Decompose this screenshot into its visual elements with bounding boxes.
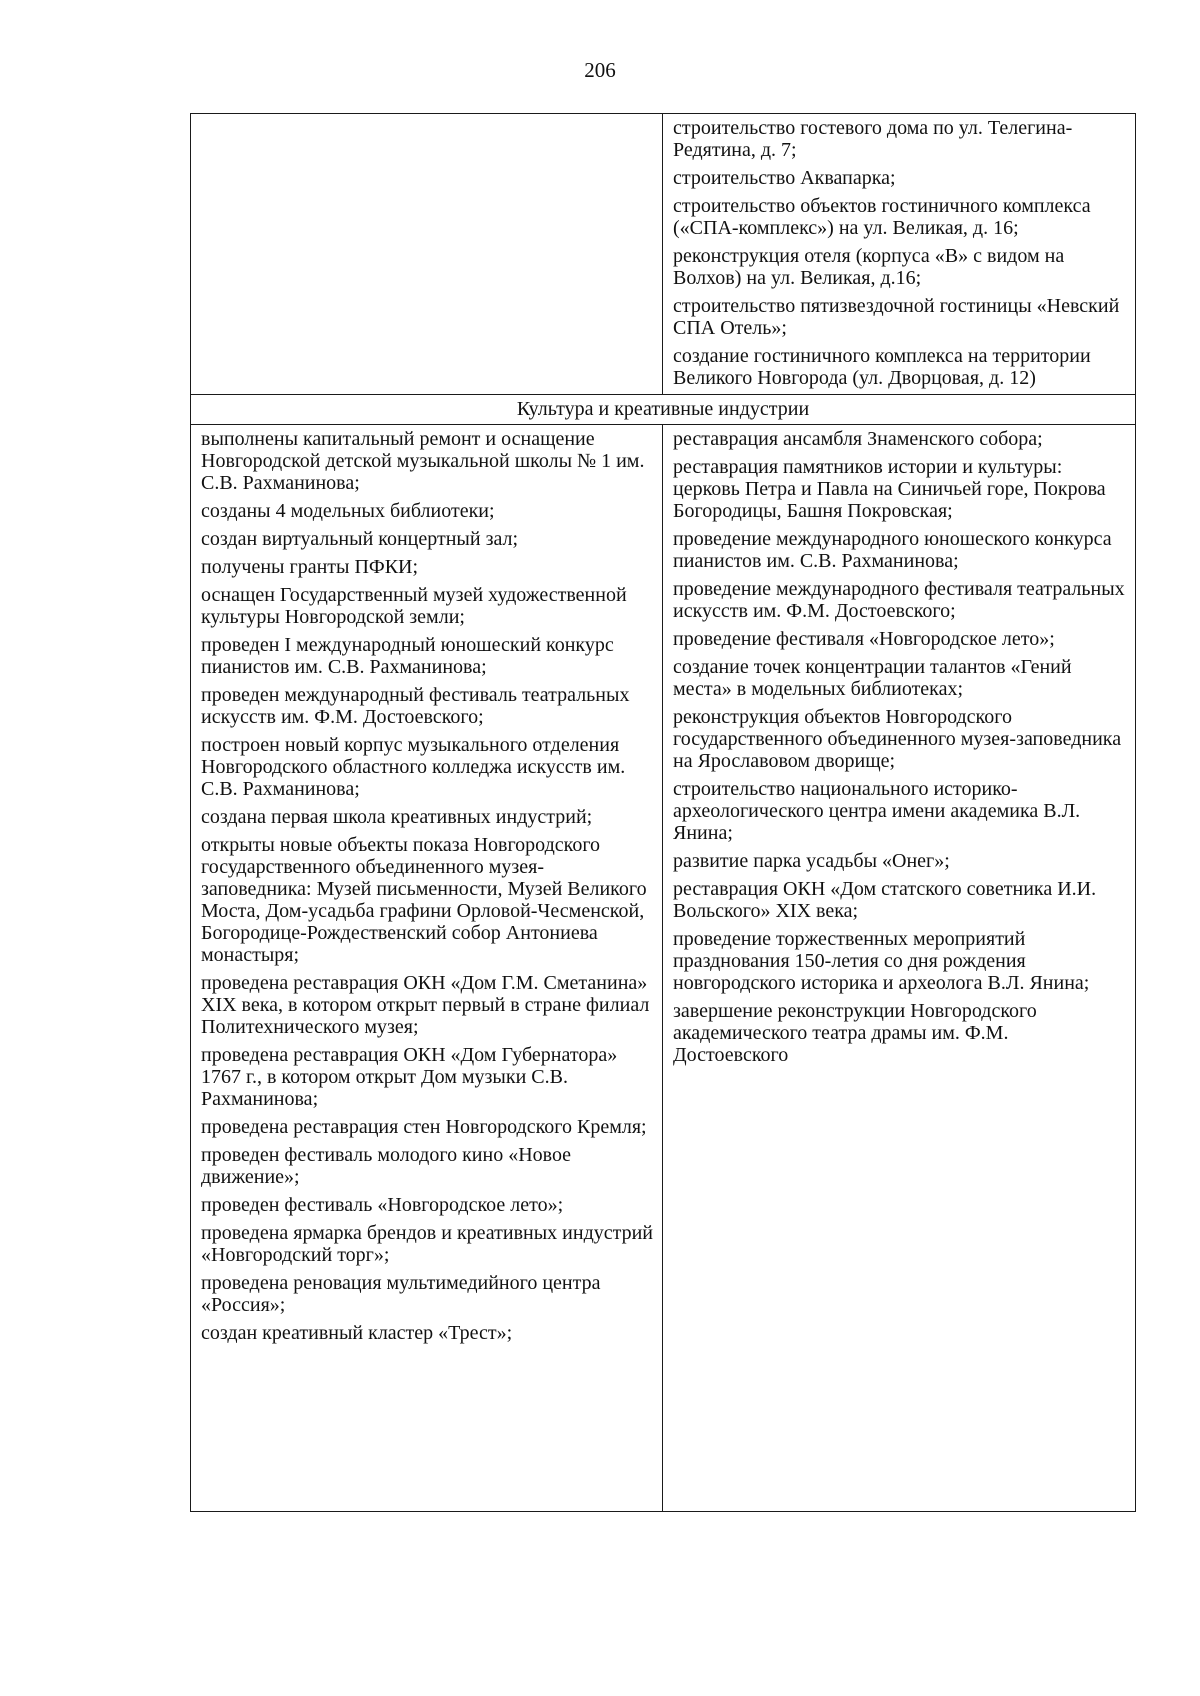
list-item: проведена ярмарка брендов и креативных индустрий «Новгородский торг»; <box>201 1222 654 1266</box>
list-item: создание точек концентрации талантов «Гений места» в модельных библиотеках; <box>673 656 1072 700</box>
table-row-hotels <box>191 114 1136 395</box>
section-title: Культура и креативные индустрии <box>191 395 1136 425</box>
list-item: реставрация ансамбля Знаменского собора; <box>673 428 1043 450</box>
list-item: проведена реставрация ОКН «Дом Губернатора» 1767 г., в котором открыт Дом музыки С.В. Рахманинова; <box>201 1044 618 1110</box>
list-item: создана первая школа креативных индустрий; <box>201 806 593 828</box>
list-item: проведение международного фестиваля театральных искусств им. Ф.М. Достоевского; <box>673 578 1125 622</box>
table-row-culture <box>191 425 1136 1512</box>
list-item: проведение торжественных мероприятий празднования 150-летия со дня рождения новгородского историка и археолога В.Л. Янина; <box>673 928 1090 994</box>
list-item: завершение реконструкции Новгородского академического театра драмы им. Ф.М. Достоевского <box>673 1000 1037 1066</box>
page-number: 206 <box>584 58 616 82</box>
culture-plans-cell <box>663 425 1136 1512</box>
list-item: строительство объектов гостиничного комплекса («СПА-комплекс») на ул. Великая, д. 16; <box>673 195 1091 239</box>
list-item: проведена реставрация ОКН «Дом Г.М. Сметанина» XIX века, в котором открыт первый в стране филиал Политехнического музея; <box>201 972 650 1038</box>
list-item: реконструкция отеля (корпуса «В» с видом на Волхов) на ул. Великая, д.16; <box>673 245 1065 289</box>
list-item: построен новый корпус музыкального отделения Новгородского областного колледжа искусств им. С.В. Рахманинова; <box>201 734 626 800</box>
list-item: строительство национального историко-археологического центра имени академика В.Л. Янина; <box>673 778 1081 844</box>
list-item: созданы 4 модельных библиотеки; <box>201 500 495 522</box>
list-item: развитие парка усадьбы «Онег»; <box>673 850 950 872</box>
list-item: проведена реставрация стен Новгородского Кремля; <box>201 1116 647 1138</box>
list-item: строительство пятизвездочной гостиницы «Невский СПА Отель»; <box>673 295 1120 339</box>
top-left-cell <box>191 114 663 395</box>
list-item: проведен фестиваль молодого кино «Новое движение»; <box>201 1144 572 1188</box>
section-header-row <box>191 395 1136 425</box>
list-item: проведение международного юношеского конкурса пианистов им. С.В. Рахманинова; <box>673 528 1112 572</box>
list-item: оснащен Государственный музей художественной культуры Новгородской земли; <box>201 584 627 628</box>
list-item: проведен фестиваль «Новгородское лето»; <box>201 1194 564 1216</box>
top-right-cell <box>663 114 1136 395</box>
list-item: выполнены капитальный ремонт и оснащение Новгородской детской музыкальной школы № 1 им. С.В. Рахманинова; <box>201 428 645 494</box>
list-item: открыты новые объекты показа Новгородского государственного объединенного музея-заповедника: Музей письменности, Музей Великого Моста, Дом-усадьба графини Орловой-Чесменской, Богородице-Рождественский собор Антониева монастыря; <box>201 834 647 966</box>
list-item: создан виртуальный концертный зал; <box>201 528 519 550</box>
list-item: строительство гостевого дома по ул. Телегина-Редятина, д. 7; <box>673 117 1073 161</box>
list-item: проведение фестиваля «Новгородское лето»; <box>673 628 1055 650</box>
list-item: проведен I международный юношеский конкурс пианистов им. С.В. Рахманинова; <box>201 634 614 678</box>
culture-results-cell <box>191 425 663 1512</box>
list-item: реконструкция объектов Новгородского государственного объединенного музея-заповедника на Ярославовом дворище; <box>673 706 1122 772</box>
measures-table <box>190 113 1136 1512</box>
list-item: создан креативный кластер «Трест»; <box>201 1322 513 1344</box>
list-item: получены гранты ПФКИ; <box>201 556 419 578</box>
list-item: реставрация памятников истории и культуры: церковь Петра и Павла на Синичьей горе, Покрова Богородицы, Башня Покровская; <box>673 456 1106 522</box>
list-item: создание гостиничного комплекса на территории Великого Новгорода (ул. Дворцовая, д. 12) <box>673 345 1091 389</box>
list-item: строительство Аквапарка; <box>673 167 896 189</box>
list-item: проведена реновация мультимедийного центра «Россия»; <box>201 1272 601 1316</box>
list-item: проведен международный фестиваль театральных искусств им. Ф.М. Достоевского; <box>201 684 630 728</box>
list-item: реставрация ОКН «Дом статского советника И.И. Вольского» XIX века; <box>673 878 1097 922</box>
